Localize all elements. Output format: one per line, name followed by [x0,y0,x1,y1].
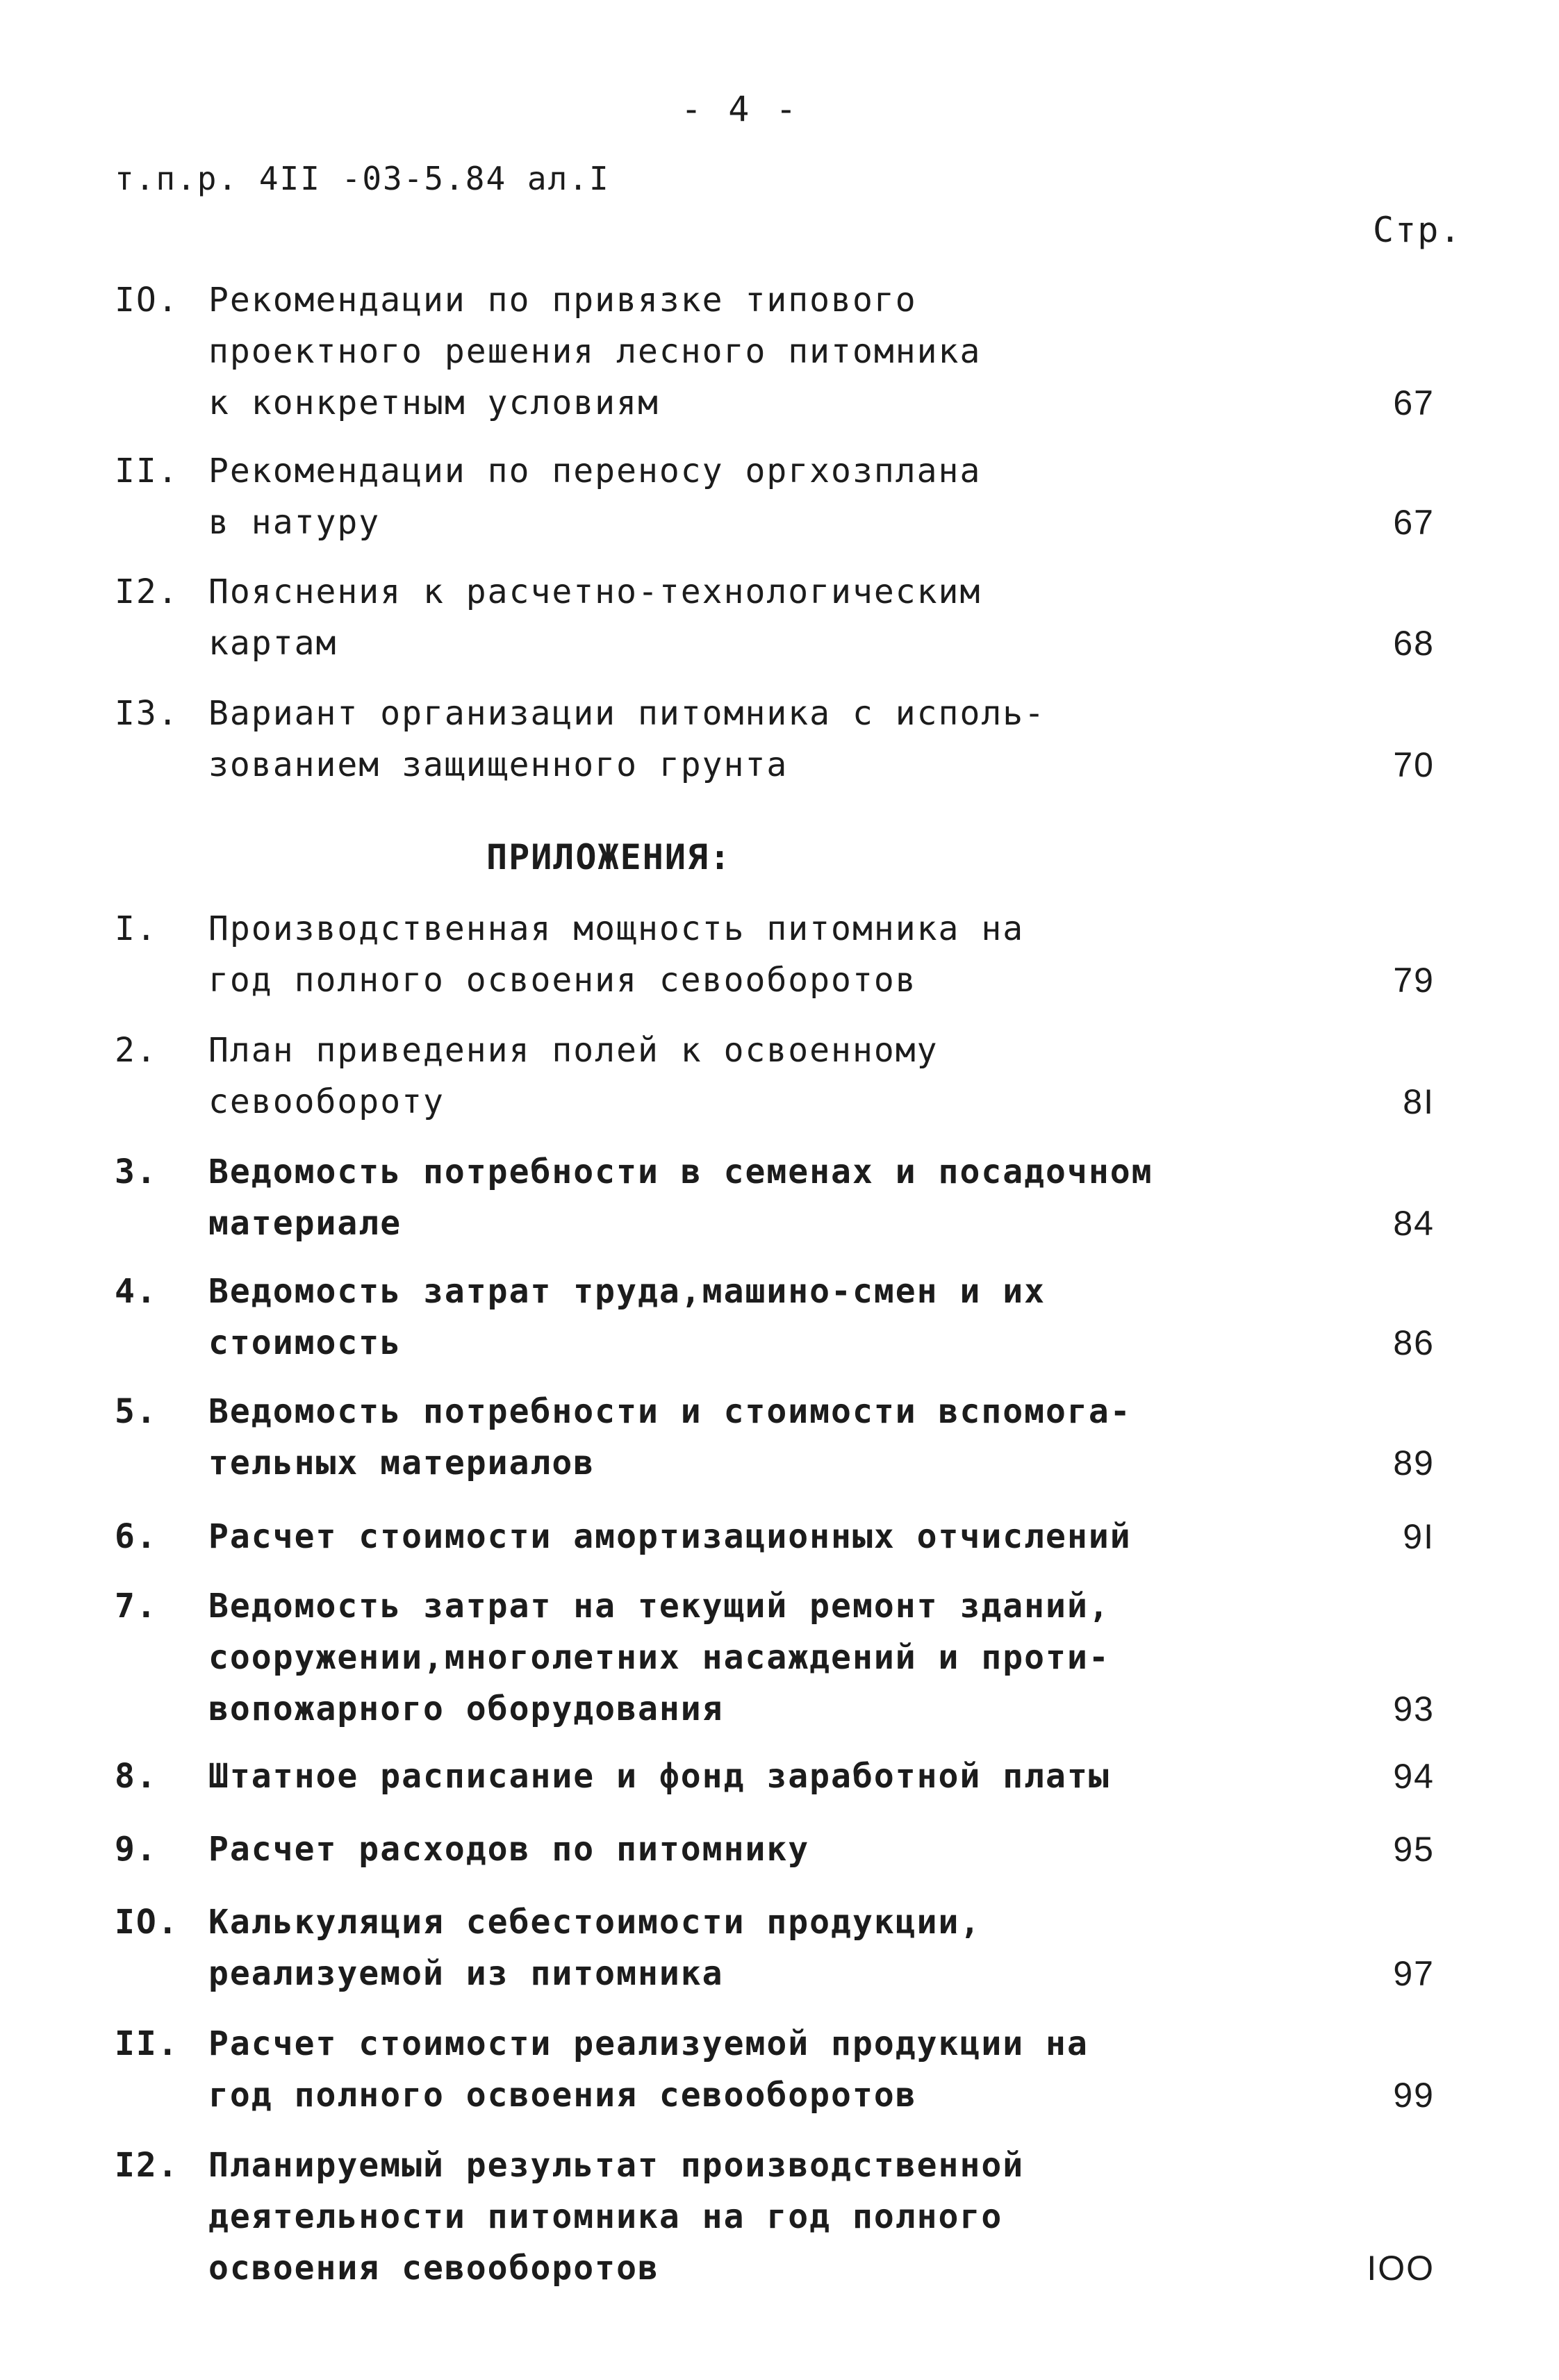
entry-number: I2. [115,2146,179,2185]
entry-page: 84 [1393,1204,1435,1243]
entry-number: II. [115,452,179,490]
entry-title: Ведомость потребности в семенах и посадочном материале [208,1152,1153,1243]
appendix-entry [115,1025,1435,1127]
entry-number: 7. [115,1587,158,1626]
entry-page: IOO [1367,2249,1435,2288]
appendix-entry [115,903,1435,1006]
entry-title: Пояснения к расчетно-технологическим картам [208,572,982,663]
entry-title: Рекомендации по привязке типового проектного решения лесного питомника к конкретным условиям [208,281,982,422]
entry-page: 89 [1393,1444,1435,1482]
entry-number: 4. [115,1272,158,1311]
toc-entry [115,688,1435,791]
entry-title: Расчет расходов по питомнику [208,1830,810,1869]
entry-number: I3. [115,694,179,733]
toc-entry [115,566,1435,669]
entry-page: 93 [1393,1689,1435,1728]
entry-page: 67 [1393,383,1435,422]
appendix-entry [115,2140,1435,2294]
entry-title: Ведомость затрат труда,машино-смен и их стоимость [208,1272,1046,1362]
entry-number: I2. [115,572,179,611]
appendix-entry [115,1386,1435,1489]
entry-title: Ведомость потребности и стоимости вспомога- тельных материалов [208,1392,1132,1482]
entry-number: 3. [115,1152,158,1191]
entry-page: 99 [1393,2076,1435,2115]
entry-page: 9I [1403,1517,1435,1556]
entry-number: 8. [115,1757,158,1796]
document-code: т.п.р. 4II -03-5.84 ал.I [115,160,610,197]
entry-number: I. [115,909,158,948]
entry-number: II. [115,2024,179,2063]
entry-page: 79 [1393,961,1435,1000]
toc-entry [115,445,1435,548]
entry-title: Рекомендации по переносу оргхозплана в натуру [208,452,982,542]
page-number: - 4 - [681,89,800,129]
entry-page: 86 [1393,1323,1435,1362]
entry-title: Расчет стоимости реализуемой продукции на год полного освоения севооборотов [208,2024,1089,2115]
entry-number: 9. [115,1830,158,1869]
entry-page: 67 [1393,503,1435,542]
appendix-entry [115,1146,1435,1249]
entry-title: Планируемый результат производственной деятельности питомника на год полного освоения севооборотов [208,2146,1025,2288]
page-column-header: Стр. [1373,210,1462,250]
entry-page: 70 [1393,745,1435,784]
entry-number: 6. [115,1517,158,1556]
entry-title: Расчет стоимости амортизационных отчислений [208,1517,1132,1556]
appendix-heading: ПРИЛОЖЕНИЯ: [486,837,732,877]
entry-page: 68 [1393,624,1435,663]
appendix-entry [115,1266,1435,1369]
entry-title: Вариант организации питомника с исполь- зованием защищенного грунта [208,694,1046,784]
entry-number: 5. [115,1392,158,1431]
entry-page: 94 [1393,1757,1435,1796]
entry-title: План приведения полей к освоенному севообороту [208,1031,939,1121]
appendix-entry [115,1511,1435,1562]
appendix-entry [115,2018,1435,2121]
appendix-entry [115,1751,1435,1802]
entry-page: 8I [1403,1082,1435,1121]
entry-title: Производственная мощность питомника на год полного освоения севооборотов [208,909,1025,1000]
entry-title: Штатное расписание и фонд заработной платы [208,1757,1110,1796]
entry-title: Калькуляция себестоимости продукции, реализуемой из питомника [208,1903,982,1993]
entry-number: IO. [115,281,179,320]
entry-number: 2. [115,1031,158,1070]
appendix-entry [115,1580,1435,1735]
entry-title: Ведомость затрат на текущий ремонт зданий, сооружении,многолетних насаждений и проти- вопожарного оборудования [208,1587,1110,1728]
appendix-entry [115,1824,1435,1875]
toc-entry [115,274,1435,429]
appendix-entry [115,1896,1435,1999]
entry-page: 95 [1393,1830,1435,1869]
entry-number: IO. [115,1903,179,1942]
entry-page: 97 [1393,1954,1435,1993]
